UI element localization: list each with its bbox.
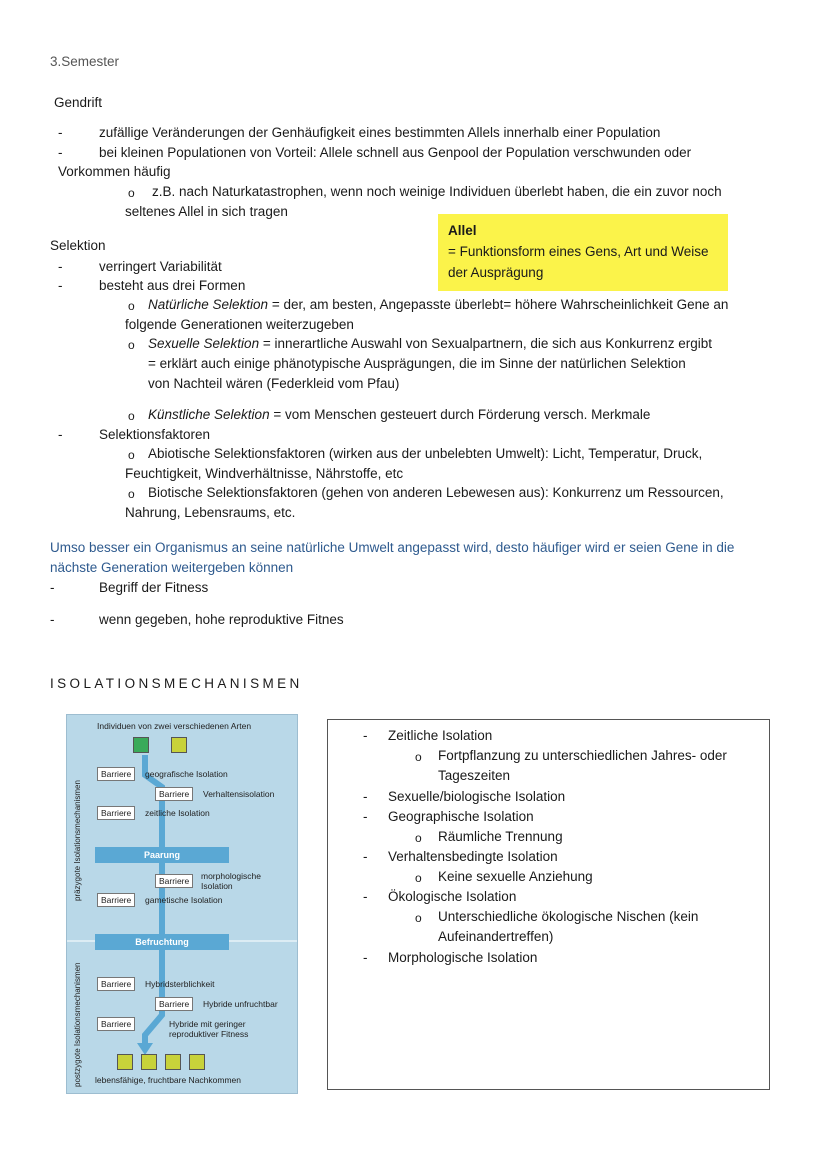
list-geographisch: Geographische Isolation (388, 809, 534, 824)
label-geografisch: geografische Isolation (145, 769, 228, 779)
dash: - (50, 580, 55, 595)
selektion-heading: Selektion (50, 238, 106, 253)
abiotische-faktoren-cont: Feuchtigkeit, Windverhältnisse, Nährstoffe, etc (125, 466, 404, 481)
allel-title: Allel (448, 223, 477, 238)
label-geringe-fitness (169, 1019, 248, 1039)
label-verhalten: Verhaltensisolation (203, 789, 275, 799)
natuerliche-selektion-term: Natürliche Selektion (148, 297, 269, 312)
fitness-line-1: Umso besser ein Organismus an seine natürliche Umwelt angepasst wird, desto häufiger wird er seien Gene in die (50, 540, 735, 555)
isolation-heading: ISOLATIONSMECHANISMEN (50, 676, 303, 691)
isolation-diagram (66, 714, 298, 1094)
list-sexuell: Sexuelle/biologische Isolation (388, 789, 566, 804)
dash: - (363, 728, 368, 743)
barrier-unfruchtbar: Barriere (155, 997, 193, 1011)
allel-line-1: = Funktionsform eines Gens, Art und Weise (448, 244, 709, 259)
kuenstliche-selektion-term: Künstliche Selektion (148, 407, 270, 422)
sexuelle-selektion-term: Sexuelle Selektion (148, 336, 260, 351)
bullet-o: o (415, 871, 422, 885)
biotische-faktoren-cont: Nahrung, Lebensraums, etc. (125, 505, 296, 520)
praezygot-label: präzygote Isolationsmechanismen (73, 780, 82, 901)
gendrift-sub-cont: seltenes Allel in sich tragen (125, 204, 288, 219)
diagram-bottom-label: lebensfähige, fruchtbare Nachkommen (95, 1075, 241, 1085)
barrier-geografisch: Barriere (97, 767, 135, 781)
gendrift-sub: z.B. nach Naturkatastrophen, wenn noch weinige Individuen überlebt haben, die ein zuvor noch (152, 184, 722, 199)
list-morphologisch: Morphologische Isolation (388, 950, 538, 965)
selektion-item-2: besteht aus drei Formen (99, 278, 246, 293)
barrier-zeitlich: Barriere (97, 806, 135, 820)
barrier-verhalten: Barriere (155, 787, 193, 801)
gendrift-item-2: bei kleinen Populationen von Vorteil: Allele schnell aus Genpool der Population verschwunden oder (99, 145, 692, 160)
species-a-square (133, 737, 149, 753)
natuerliche-selektion-text: = der, am besten, Angepasste überlebt= höhere Wahrscheinlichkeit Gene an (268, 297, 729, 312)
befruchtung-band: Befruchtung (95, 934, 229, 950)
postzygot-label: postzygote Isolationsmechanismen (73, 962, 82, 1087)
dash: - (58, 145, 63, 160)
dash: - (58, 427, 63, 442)
abiotische-faktoren: Abiotische Selektionsfaktoren (wirken aus der unbelebten Umwelt): Licht, Temperatur, Druck, (148, 446, 703, 461)
selektion-item-1: verringert Variabilität (99, 259, 222, 274)
bullet-o: o (128, 487, 135, 501)
sexuelle-selektion (148, 336, 712, 351)
offspring-square (117, 1054, 133, 1070)
fitness-line-2: nächste Generation weitergeben können (50, 560, 294, 575)
bullet-o: o (128, 409, 135, 423)
fitness-item-1: Begriff der Fitness (99, 580, 209, 595)
list-zeitlich-sub-2: Tageszeiten (438, 768, 511, 783)
natuerliche-selektion (148, 297, 728, 312)
list-zeitlich-sub-1: Fortpflanzung zu unterschiedlichen Jahres- oder (438, 748, 727, 763)
natuerliche-selektion-cont: folgende Generationen weiterzugeben (125, 317, 354, 332)
dash: - (58, 278, 63, 293)
bullet-o: o (415, 911, 422, 925)
allel-callout (438, 214, 728, 291)
gendrift-item-2-cont: Vorkommen häufig (58, 164, 171, 179)
offspring-square (141, 1054, 157, 1070)
selektionsfaktoren-heading: Selektionsfaktoren (99, 427, 211, 442)
dash: - (363, 789, 368, 804)
sexuelle-selektion-text: = innerartliche Auswahl von Sexualpartnern, die sich aus Konkurrenz ergibt (259, 336, 712, 351)
dash: - (58, 259, 63, 274)
dash: - (363, 889, 368, 904)
species-b-square (171, 737, 187, 753)
label-hybridsterblichkeit: Hybridsterblichkeit (145, 979, 215, 989)
bullet-o: o (415, 831, 422, 845)
bullet-o: o (128, 299, 135, 313)
barrier-geringe-fitness: Barriere (97, 1017, 135, 1031)
barrier-morphologisch: Barriere (155, 874, 193, 888)
allel-line-2: der Ausprägung (448, 265, 544, 280)
label-zeitlich: zeitliche Isolation (145, 808, 210, 818)
list-geographisch-sub: Räumliche Trennung (438, 829, 563, 844)
gendrift-heading: Gendrift (54, 95, 103, 110)
label-morph-2: Isolation (201, 881, 233, 891)
label-unfruchtbar: Hybride unfruchtbar (203, 999, 278, 1009)
dash: - (50, 612, 55, 627)
dash: - (363, 950, 368, 965)
label-geringer-1: Hybride mit geringer (169, 1019, 246, 1029)
label-geringer-2: reproduktiver Fitness (169, 1029, 249, 1039)
dash: - (363, 809, 368, 824)
label-morph-1: morphologische (201, 871, 262, 881)
label-morphologisch (201, 871, 261, 891)
bullet-o: o (128, 186, 135, 200)
isolation-list-box (327, 719, 770, 1090)
bullet-o: o (415, 750, 422, 764)
barrier-hybridsterblichkeit: Barriere (97, 977, 135, 991)
list-verhalten-sub: Keine sexuelle Anziehung (438, 869, 593, 884)
list-oekologisch-sub-2: Aufeinandertreffen) (438, 929, 554, 944)
sexuelle-selektion-cont-2: von Nachteil wären (Federkleid vom Pfau) (148, 376, 400, 391)
semester-label: 3.Semester (50, 54, 120, 69)
dash: - (58, 125, 63, 140)
fitness-item-2: wenn gegeben, hohe reproduktive Fitnes (99, 612, 344, 627)
gendrift-item-1: zufällige Veränderungen der Genhäufigkeit eines bestimmten Allels innerhalb einer Population (99, 125, 661, 140)
kuenstliche-selektion-text: = vom Menschen gesteuert durch Förderung versch. Merkmale (269, 407, 651, 422)
barrier-gametisch: Barriere (97, 893, 135, 907)
list-oekologisch-sub-1: Unterschiedliche ökologische Nischen (kein (438, 909, 699, 924)
biotische-faktoren: Biotische Selektionsfaktoren (gehen von anderen Lebewesen aus): Konkurrenz um Ressourcen, (148, 485, 724, 500)
sexuelle-selektion-cont-1: = erklärt auch einige phänotypische Ausprägungen, die im Sinne der natürlichen Selektion (148, 356, 686, 371)
diagram-top-label: Individuen von zwei verschiedenen Arten (97, 721, 252, 731)
label-gametisch: gametische Isolation (145, 895, 223, 905)
kuenstliche-selektion (148, 407, 650, 422)
list-oekologisch: Ökologische Isolation (388, 889, 517, 904)
offspring-square (189, 1054, 205, 1070)
dash: - (363, 849, 368, 864)
bullet-o: o (128, 338, 135, 352)
bullet-o: o (128, 448, 135, 462)
list-verhalten: Verhaltensbedingte Isolation (388, 849, 558, 864)
offspring-square (165, 1054, 181, 1070)
paarung-band: Paarung (95, 847, 229, 863)
list-zeitlich: Zeitliche Isolation (388, 728, 493, 743)
